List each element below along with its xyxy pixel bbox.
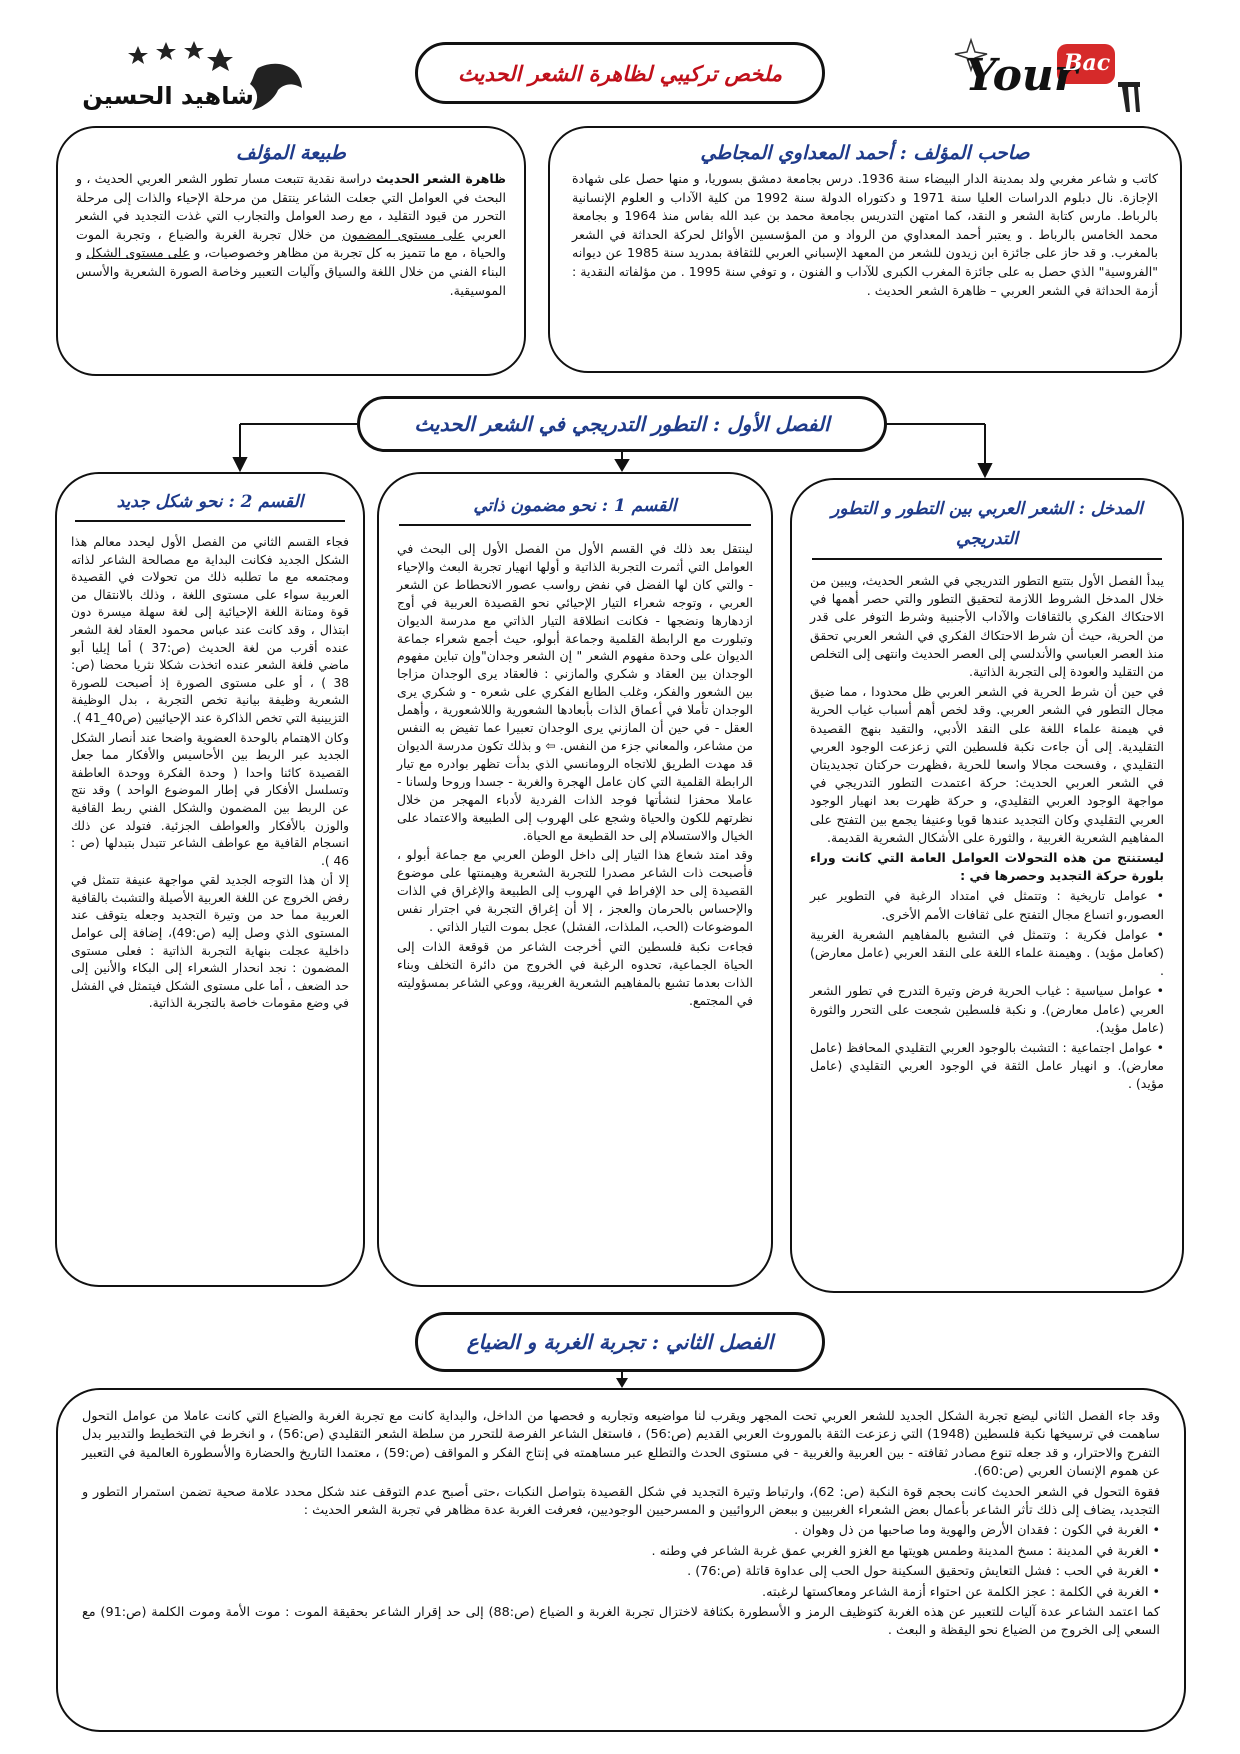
yourbac-wordmark: Your xyxy=(965,50,1078,101)
chapter2-title: الفصل الثاني : تجربة الغربة و الضياع xyxy=(415,1312,825,1372)
work-u2: على مستوى الشكل xyxy=(86,245,190,261)
star-icon xyxy=(128,46,148,64)
alienation-item: • الغربة في المدينة : مسخ المدينة وطمس هويتها مع الغزو الغربي عمق غربة الشاعر في وطنه . xyxy=(82,1543,1160,1561)
alienation-item: • الغربة في الحب : فشل التعايش وتحقيق السكينة حول الحب إلى عداوة قاتلة (ص:76) . xyxy=(82,1563,1160,1581)
part2-text: فجاء القسم الثاني من الفصل الأول ليحدد معالم هذا الشكل الجديد فكانت البداية مع مصالحة الشاعر لذاته ومجتمعه مع ما تطلبه ذلك من تحولات في القصيدة العربية سواء على مستوى اللغة ، وذلك بالانتقال من قوة ومتانة اللغة الإحيائية إلى لغة سهلة ميسرة دون ابتذال ، وقد كانت عند عباس محمود العقاد لغة الشعر عنده أقرب من لغة الحديث (ص:37 ) أما إيليا أبو ماضي فلغة الشعر عنده اتخذت شكلا نثريا محضا (ص: 38 ) ، أو على مستوى الصورة إذ أصبحت للصورة الشعرية وظيفة بيانية تخص التجربة ، بدل الوظيفة التزيينية التي تخص الذاكرة عند الإحيائيين (ص40_41 ). وكان الاهتمام بالوحدة العضوية واضحا عند أنصار الشكل الجديد عبر الربط بين الأحاسيس والأفكار مما جعل القصيدة كائنا واحدا ( وحدة الفكرة ووحدة العاطفة وتسلسل الأفكار في إطار الموضوع الواحد ) وقد نتج عن الربط بين المضمون والشكل الفني ربط القافية والوزن بالأفكار والعواطف الجزئية. فتولد عن ذلك انسجام القافية مع عواطف الشاعر تتبدل بتبدلها (ص : 46 ). إلا أن هذا التوجه الجديد لقي مواجهة عنيفة تتمثل في رفض الخروج عن اللغة العربية الأصيلة والتشبث بالقافية العربية مما حد من وتيرة التجديد وجعله يتوقف عند المستوى الذي وصل إليه (ص:49)، إضافة إلى عوامل داخلية عجلت بنهاية التجربة الذاتية : فعلى مستوى المضمون : نجد انحدار الشعراء إلى البكاء والأنين إلى حد الضعف ، أما على مستوى الشكل فيتمثل في الفشل في وضع مقومات خاصة بالتجربة الذاتية. xyxy=(71,535,349,1011)
work-title: طبيعة المؤلف xyxy=(236,142,346,164)
factor-item: • عوامل سياسية : غياب الحرية فرض وتيرة التدرج في تطور الشعر العربي (عامل معارض). و نكبة فلسطين شجعت على التحرر والثورة (عامل مؤيد). xyxy=(810,982,1164,1037)
yourbac-badge: Bac xyxy=(1063,50,1111,76)
star-icon xyxy=(156,42,176,60)
intro-text: يبدأ الفصل الأول بتتبع التطور التدريجي في الشعر الحديث، ويبين من خلال المدخل الشروط اللازمة لتحقيق التطور والتي حصر أهمها في الاحتكاك الفكري بالثقافات والآداب الأجنبية وشرط التوفر على قدر من الحرية، حيث أن شرط الاحتكاك الفكري في الشعر العربي تحقق منذ العصر العباسي والأندلسي إلى العصر الحديث وانتهى إلى التخلص من التقليد والعودة إلى التجربة الذاتية. في حين أن شرط الحرية في الشعر العربي ظل محدودا ، مما ضيق مجال التطور في الشعر العربي. وقد لخص أهم أسباب غياب الحرية في هيمنة علماء اللغة على النقد الأدبي، والتقيد بنهج القصيدة التقليدية. إلى أن جاءت نكبة فلسطين التي زعزعت الوجود العربي التقليدي ، وفسحت مجالا واسعا للحرية ،فظهرت حركتان تجديديتان في الشعر العربي الحديث: حركة اعتمدت التطور التدريجي في مواجهة الوجود العربي التقليدي، و حركة ظهرت بعد انهيار الوجود العربي التقليدي وكان التجديد عندها قويا وعنيفا يجمع بين التفتح على المفاهيم الشعرية الغربية ، والثورة على الأشكال الشعرية القديمة. ليستنتج من هذه التحولات العوامل العامة التي كانت وراء بلورة حركة التجديد وحصرها في : • عوامل تاريخية : وتتمثل في امتداد الرغبة في التطوير عبر العصور،و اتساع مجال التفتح على ثقافات الأمم الأخرى. • عوامل فكرية : وتتمثل في التشبع بالمفاهيم الشعرية الغربية (كعامل مؤيد) . وهيمنة علماء اللغة على النقد العربي (عامل معارض) . • عوامل سياسية : غياب الحرية فرض وتيرة التدرج في تطور الشعر العربي (عامل معارض). و نكبة فلسطين شجعت على التحرر والثورة (عامل مؤيد). • عوامل اجتماعية : التشبث بالوجود العربي التقليدي المحافظ (عامل معارض). و انهيار عامل الثقة في الوجود العربي التقليدي (عامل مؤيد) . xyxy=(810,572,1164,1094)
chapter2-text: وقد جاء الفصل الثاني ليضع تجربة الشكل الجديد للشعر العربي تحت المجهر ويقرب لنا مواضيعه وتجاربه و فحصها من الداخل، والبداية كانت مع تجربة الغربة والضياع التي كانت عاملا من عوامل التحول ساهمت في ترسيخها نكبة فلسطين (1948) التي زعزعت الثقة بالموروث العربي القديم (ص:56) ، فاستغل الشاعر الفرصة للتحرر من سلطة الشعر التقليدي (ص:56) ، و انخرط في التخطيط والتدبير بدل التفرج والاحترار، و قد جعله تنوع مصادر ثقافته - بين العربية والغربية - في مستوى الحدث والتطلع عبر مساهمته في إنتاج الفكر و المواقف (ص:59) ، معتمدا التاريخ والحضارة والأسطورة العالمية في التعبير عن هموم الإنسان العربي (ص:60). فقوة التحول في الشعر الحديث كانت بحجم قوة النكبة (ص: 62)، وارتباط وتيرة التجديد في شكل القصيدة بتواصل النكبات ،حتى أصبح عدم التوقف عند شكل محدد علامة صحية تضمن استمرار التطور و التجديد، يضاف إلى ذلك تأثر الشاعر بأعمال بعض الشعراء الغربيين و ببعض الروائيين و المسرحيين الوجوديين، فعرفت الغربة عدة مظاهر في تجربة الشعر الحديث : • الغربة في الكون : فقدان الأرض والهوية وما صاحبها من ذل وهوان . • الغربة في المدينة : مسخ المدينة وطمس هويتها مع الغزو الغربي عمق غربة الشاعر في وطنه . • الغربة في الحب : فشل التعايش وتحقيق السكينة حول الحب إلى عداوة قاتلة (ص:76) . • الغربة في الكلمة : عجز الكلمة عن احتواء أزمة الشاعر ومعاكستها لرغبته. كما اعتمد الشاعر عدة آليات للتعبير عن هذه الغربة كتوظيف الرمز و الأسطورة بكثافة لاختزال تجربة الغربة و الضياع (ص:88) إلى حد إقرار الشاعر بحقيقة الموت : موت الأمة وموت الكلمة (ص:91) مع السعي إلى الخروج من الضياع نحو اليقظة و البعث . xyxy=(82,1408,1160,1641)
alienation-item: • الغربة في الكلمة : عجز الكلمة عن احتواء أزمة الشاعر ومعاكستها لرغبته. xyxy=(82,1584,1160,1602)
part1-column xyxy=(377,472,773,1287)
yourbac-logo xyxy=(945,34,1155,122)
intro-column xyxy=(790,478,1184,1293)
chapter2-box xyxy=(56,1388,1186,1732)
star-icon xyxy=(184,41,204,59)
alienation-item: • الغربة في الكون : فقدان الأرض والهوية وما صاحبها من ذل وهوان . xyxy=(82,1522,1160,1540)
work-u1: على مستوى المضمون xyxy=(342,226,465,242)
chapter2-arrow xyxy=(612,1370,632,1390)
factor-item: • عوامل اجتماعية : التشبث بالوجود العربي التقليدي المحافظ (عامل معارض). و انهيار عامل الثقة في الوجود العربي التقليدي (عامل مؤيد) . xyxy=(810,1039,1164,1094)
page-title: ملخص تركيبي لظاهرة الشعر الحديث xyxy=(415,42,825,104)
work-text: ظاهرة الشعر الحديث دراسة نقدية تتبعت مسار تطور الشعر العربي الحديث ، و البحث في العوامل التي جعلت الشاعر ينتقل من مرحلة الإحياء والذات إلى مرحلة التحرر من قيود التقليد ، مع رصد العوامل والتجارب التي غذت التجديد في الشعر العربي على مستوى المضمون من خلال تجربة الغربة والضياع ، وتجربة الموت والحياة ، مع ما تتميز به كل تجربة من مظاهر وخصوصيات، و على مستوى الشكل و البناء الفني من خلال اللغة والسياق وآليات التعبير وخاصة الصورة الشعرية والأسس الموسيقية. xyxy=(76,171,506,298)
author-box xyxy=(548,126,1182,373)
work-lead: ظاهرة الشعر الحديث xyxy=(375,171,506,186)
part2-column xyxy=(55,472,365,1287)
intro-title: المدخل : الشعر العربي بين التطور و التطور التدريجي xyxy=(831,499,1143,549)
shahid-wordmark: شاهيد الحسين xyxy=(82,82,254,110)
chapter1-title: الفصل الأول : التطور التدريجي في الشعر الحديث xyxy=(357,396,887,452)
factor-item: • عوامل فكرية : وتتمثل في التشبع بالمفاهيم الشعرية الغربية (كعامل مؤيد) . وهيمنة علماء اللغة على النقد العربي (عامل معارض) . xyxy=(810,926,1164,981)
part1-title: القسم 1 : نحو مضمون ذاتي xyxy=(473,496,677,516)
author-title: صاحب المؤلف : أحمد المعداوي المجاطي xyxy=(700,142,1030,164)
part2-title: القسم 2 : نحو شكل جديد xyxy=(116,492,304,512)
work-box xyxy=(56,126,526,376)
star-icon xyxy=(207,48,233,71)
factor-item: • عوامل تاريخية : وتتمثل في امتداد الرغبة في التطوير عبر العصور،و اتساع مجال التفتح على ثقافات الأمم الأخرى. xyxy=(810,887,1164,923)
shahid-logo xyxy=(78,38,308,124)
part1-text: لينتقل بعد ذلك في القسم الأول من الفصل الأول إلى البحث في العوامل التي أثمرت التجربة الذاتية و أولها انهيار تجربة البعث والإحياء - والتي كان لها الفضل في نفض رواسب عصور الانحطاط عن الشعر العربي ، وتوجه شعراء التيار الإحيائي نحو القصيدة العربية في أوج ازدهارها ونضجها - فكانت انطلاقة التيار الذاتي مع مدرسة الديوان وتبلورت مع الرابطة القلمية وجماعة أبولو، حيث أجمع شعراء جماعة الديوان على وحدة مفهوم الشعر " إن الشعر وجدان"وإن تباين مفهوم الوجدان بين العقاد و شكري والمازني : فالعقاد يرى الوجدان مزاجا بين الشعور والفكر، وغلب الطابع الفكري على شعره - و شكري يرى الوجدان تأملا في أعماق الذات بأبعادها الشعورية واللاشعورية ، وأهمل العقل - في حين أن المازني يرى الوجدان تعبيرا عما تفيض به النفس من مشاعر، والمعاني جزء من النفس. ⇦ و بذلك تكون مدرسة الديوان قد مهدت الطريق للاتجاه الرومانسي الذي بدأت تظهر بوادره مع تيار الرابطة القلمية التي كان عامل الهجرة والغربة - جسدا وروحا ولسانا - عاملا محفزا لنشأتها فوجد الذات الفردية لأدباء المهجر من خلال نظرتهم للكون والحياة وشجع على الهروب إلى الطبيعة والاعتماد على الخيال والاستسلام إلى حد القطيعة مع الحياة. وقد امتد شعاع هذا التيار إلى داخل الوطن العربي مع جماعة أبولو ، فأصبحت ذات الشاعر مصدرا للتجربة الشعرية وهيمنتها على موضوع القصيدة إلى حد الإفراط في الهروب إلى الطبيعة والإغراق في الذات والإحساس بالحرمان والعجز ، إلا أن إغراق التجربة في اجترار نفس الموضوعات (الحب، الملذات، الفشل) عجل بموت التيار الذاتي . فجاءت نكبة فلسطين التي أخرجت الشاعر من قوقعة الذات إلى الحياة الجماعية، تحدوه الرغبة في الخروج من دائرة التخلف وبناء الذات بعدما تشبع بالمفاهيم الشعرية الغربية، ووعي الشاعر بمسؤوليته في المجتمع. xyxy=(397,541,753,1008)
author-text: كاتب و شاعر مغربي ولد بمدينة الدار البيضاء سنة 1936. درس بجامعة دمشق بسوريا، و منها حصل على شهادة الإجازة. نال دبلوم الدراسات العليا سنة 1971 و دكتوراه الدولة سنة 1992 من كلية الآداب و العلوم الإنسانية بالرباط. مارس كتابة الشعر و النقد، كما امتهن التدريس بجامعة محمد بن عبد الله بفاس منذ 1964 و بجامعة محمد الخامس بالرباط . و يعتبر أحمد المعداوي من الرواد و من المؤسسين الأوائل لحركة الحداثة في الشعر بالمغرب. و قد حاز على جائزة ابن زيدون للشعر من المعهد الإسباني العربي للثقافة بمدريد سنة 1985 عن ديوانه "الفروسية" الذي حصل به على جائزة المغرب الكبرى للآداب و الفنون ، و توفي سنة 1995 . من مؤلفاته النقدية : أزمة الحداثة في الشعر العربي – ظاهرة الشعر الحديث . xyxy=(572,171,1159,298)
